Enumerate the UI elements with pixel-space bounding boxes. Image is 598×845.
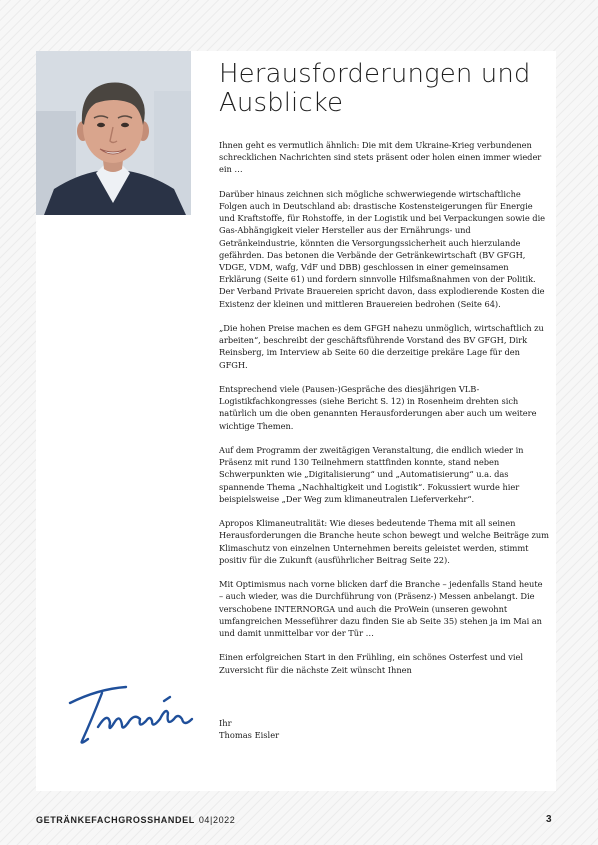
author-name: Thomas Eisler — [219, 730, 280, 741]
magazine-footer — [36, 815, 235, 825]
author-portrait — [36, 51, 191, 215]
paragraph: Apropos Klimaneutralität: Wie dieses bedeutende Thema mit all seinen Herausforderungen die Branche heute schon bewegt und welche Beiträge zum Klimaschutz von einzelnen Unternehmen bereits geleistet werden, stimmt positiv für die Zukunft (ausführlicher Beitrag Seite 22). — [219, 518, 549, 565]
paragraph: Entsprechend viele (Pausen-)Gespräche des diesjährigen VLB-Logistikfachkongresses (siehe Bericht S. 12) in Rosenheim drehten sich natürlich um die oben genannten Herausforderungen aber auch um weitere wichtige Themen. — [219, 384, 537, 431]
portrait-image — [36, 51, 191, 215]
page-number: 3 — [546, 814, 552, 825]
issue-number: 04|2022 — [198, 815, 236, 825]
paragraph: „Die hohen Preise machen es dem GFGH nahezu unmöglich, wirtschaftlich zu arbeiten“, beschreibt der geschäftsführende Vorstand des BV GFGH, Dirk Reinsberg, im Interview ab Seite 60 die derzeitige prekäre Lage für den GFGH. — [219, 323, 544, 370]
article-body — [219, 139, 549, 688]
paragraph: Ihnen geht es vermutlich ähnlich: Die mit dem Ukraine-Krieg verbundenen schrecklichen Nachrichten sind stets präsent oder holen einen immer wieder ein … — [219, 140, 542, 175]
handwritten-signature — [68, 683, 198, 753]
signature-image — [68, 683, 198, 749]
letter-closing — [219, 717, 279, 741]
closing-salutation: Ihr — [219, 718, 232, 728]
article-title: Herausforderungen und Ausblicke — [219, 59, 531, 118]
magazine-name: GETRÄNKEFACHGROSSHANDEL — [36, 815, 195, 825]
paragraph: Darüber hinaus zeichnen sich mögliche schwerwiegende wirtschaftliche Folgen auch in Deutschland ab: drastische Kostensteigerungen für Energie und Kraftstoffe, für Rohstoffe, in der Logistik und bei Verpackungen sowie die Gas-Abhängigkeit vieler Hersteller aus der Ernährungs- und Getränkeindustrie, könnten die Versorgungssicherheit auch hierzulande gefährden. Das betonen die Verbände der Getränkewirtschaft (BV GFGH, VDGE, VDM, wafg, VdF und DBB) geschlossen in einer gemeinsamen Erklärung (Seite 61) und fordern sinnvolle Hilfsmaßnahmen von der Politik. Der Verband Private Brauereien spricht davon, dass explodierende Kosten die Existenz der kleinen und mittleren Brauereien bedrohen (Seite 64). — [219, 188, 546, 309]
paragraph: Einen erfolgreichen Start in den Frühling, ein schönes Osterfest und viel Zuversicht für die nächste Zeit wünscht Ihnen — [219, 652, 523, 675]
paragraph: Auf dem Programm der zweitägigen Veranstaltung, die endlich wieder in Präsenz mit rund 130 Teilnehmern stattfinden konnte, stand neben Schwerpunkten wie „Digitalisierung“ und „Automatisierung“ u.a. das spannende Thema „Nachhaltigkeit und Logistik“. Fokussiert wurde hier beispielsweise „Der Weg zum klimaneutralen Lieferverkehr“. — [219, 445, 524, 504]
paragraph: Mit Optimismus nach vorne blicken darf die Branche – jedenfalls Stand heute – auch wieder, was die Durchführung von (Präsenz-) Messen anbelangt. Die verschobene INTERNORGA und auch die ProWein (unseren gewohnt umfangreichen Messeführer dazu finden Sie ab Seite 35) stehen ja im Mai an und damit unmittelbar vor der Tür … — [219, 579, 543, 639]
